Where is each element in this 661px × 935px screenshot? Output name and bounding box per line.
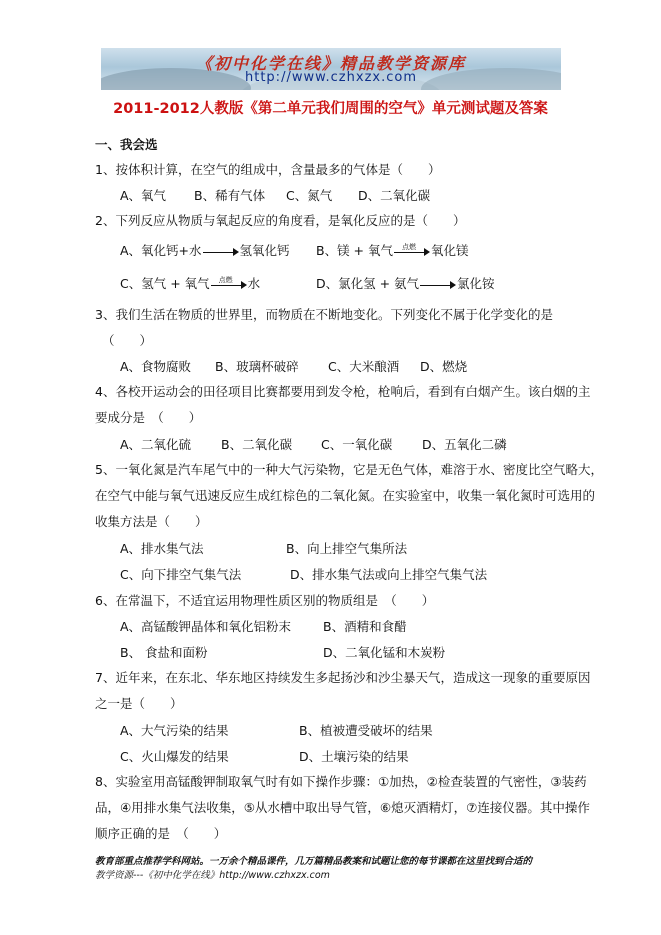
question-4-stem: 4、各校开运动会的田径项目比赛都要用到发令枪，枪响后，看到有白烟产生。该白烟的主 bbox=[95, 384, 591, 399]
q2-option-a bbox=[120, 243, 290, 259]
footer-link[interactable]: 教学资源---《初中化学在线》http://www.czhxzx.com bbox=[95, 870, 330, 881]
document-title: 2011-2012人教版《第二单元我们周围的空气》单元测试题及答案 bbox=[113, 101, 548, 117]
q5-option-a: A、排水集气法 bbox=[120, 541, 204, 556]
q2-d-product: 氯化铵 bbox=[457, 276, 495, 291]
q7-option-c: C、火山爆发的结果 bbox=[120, 749, 229, 764]
q5-option-d: D、排水集气法或向上排空气集气法 bbox=[290, 567, 488, 582]
q4-option-a: A、二氧化硫 bbox=[120, 437, 192, 452]
q6-option-b: B、酒精和食醋 bbox=[323, 619, 407, 634]
q1-option-d: D、二氧化碳 bbox=[358, 188, 431, 203]
q7-option-b: B、植被遭受破坏的结果 bbox=[299, 723, 433, 738]
q2-b-reactants: B、镁 + 氧气 bbox=[316, 243, 393, 258]
q4-option-c: C、一氧化碳 bbox=[321, 437, 393, 452]
q5-option-c: C、向下排空气集气法 bbox=[120, 567, 242, 582]
header-banner bbox=[101, 48, 561, 90]
q2-c-product: 水 bbox=[247, 276, 261, 291]
reaction-arrow-icon bbox=[203, 248, 239, 256]
reaction-arrow-icon bbox=[420, 281, 456, 289]
question-4-stem-cont: 要成分是 （ ） bbox=[95, 410, 202, 425]
q6-option-d: D、二氧化锰和木炭粉 bbox=[323, 645, 446, 660]
section-heading: 一、我会选 bbox=[95, 137, 158, 152]
q2-a-product: 氢氧化钙 bbox=[239, 243, 290, 258]
question-5-stem-cont: 在空气中能与氧气迅速反应生成红棕色的二氧化氮。在实验室中，收集一氧化氮时可选用的 bbox=[95, 488, 596, 503]
q1-option-c: C、氮气 bbox=[286, 188, 333, 203]
q2-option-c bbox=[120, 276, 260, 292]
question-7-stem: 7、近年来，在东北、华东地区持续发生多起扬沙和沙尘暴天气，造成这一现象的重要原因 bbox=[95, 670, 591, 685]
question-2-stem: 2、下列反应从物质与氧起反应的角度看，是氧化反应的是（ ） bbox=[95, 213, 466, 228]
banner-url[interactable]: http://www.czhxzx.com bbox=[245, 70, 417, 85]
question-6-stem: 6、在常温下，不适宜运用物理性质区别的物质组是 （ ） bbox=[95, 593, 435, 608]
banner-title: 《初中化学在线》精品教学资源库 bbox=[195, 54, 466, 73]
footer-note: 教育部重点推荐学科网站。一万余个精品课件，几万篇精品教案和试题让您的每节课都在这里找到合适的 bbox=[95, 856, 533, 867]
question-3-stem-cont: （ ） bbox=[102, 333, 153, 348]
q2-c-reactants: C、氢气 + 氧气 bbox=[120, 276, 210, 291]
question-5-stem-cont2: 收集方法是（ ） bbox=[95, 514, 208, 529]
q4-option-d: D、五氧化二磷 bbox=[422, 437, 507, 452]
q3-option-b: B、玻璃杯破碎 bbox=[215, 359, 299, 374]
reaction-arrow-icon bbox=[211, 275, 247, 289]
q6-option-c: B、 食盐和面粉 bbox=[120, 645, 208, 660]
reaction-condition: 点燃 bbox=[218, 275, 233, 284]
q3-option-c: C、大米酿酒 bbox=[328, 359, 400, 374]
question-3-stem: 3、我们生活在物质的世界里，而物质在不断地变化。下列变化不属于化学变化的是 bbox=[95, 307, 553, 322]
question-8-stem-cont: 品，④用排水集气法收集，⑤从水槽中取出导气管，⑥熄灭酒精灯，⑦连接仪器。其中操作 bbox=[95, 800, 590, 815]
question-5-stem: 5、一氧化氮是汽车尾气中的一种大气污染物，它是无色气体，难溶于水、密度比空气略大， bbox=[95, 462, 603, 477]
question-7-stem-cont: 之一是（ ） bbox=[95, 696, 183, 711]
reaction-arrow-icon bbox=[394, 242, 430, 256]
question-1-stem: 1、按体积计算，在空气的组成中，含量最多的气体是（ ） bbox=[95, 162, 441, 177]
q7-option-d: D、土壤污染的结果 bbox=[299, 749, 409, 764]
q2-d-reactants: D、氯化氢 + 氨气 bbox=[316, 276, 420, 291]
q6-option-a: A、高锰酸钾晶体和氧化铝粉末 bbox=[120, 619, 292, 634]
q3-option-d: D、燃烧 bbox=[420, 359, 468, 374]
question-8-stem: 8、实验室用高锰酸钾制取氧气时有如下操作步骤：①加热，②检查装置的气密性，③装药 bbox=[95, 774, 587, 789]
q5-option-b: B、向上排空气集所法 bbox=[286, 541, 408, 556]
q2-b-product: 氧化镁 bbox=[431, 243, 469, 258]
q2-a-reactants: A、氧化钙+水 bbox=[120, 243, 202, 258]
q4-option-b: B、二氧化碳 bbox=[221, 437, 293, 452]
question-8-stem-cont2: 顺序正确的是 （ ） bbox=[95, 826, 227, 841]
q7-option-a: A、大气污染的结果 bbox=[120, 723, 229, 738]
q1-option-b: B、稀有气体 bbox=[194, 188, 266, 203]
q2-option-b bbox=[316, 243, 469, 259]
q1-option-a: A、氧气 bbox=[120, 188, 167, 203]
reaction-condition: 点燃 bbox=[402, 242, 416, 251]
q3-option-a: A、食物腐败 bbox=[120, 359, 192, 374]
q2-option-d bbox=[316, 276, 495, 292]
